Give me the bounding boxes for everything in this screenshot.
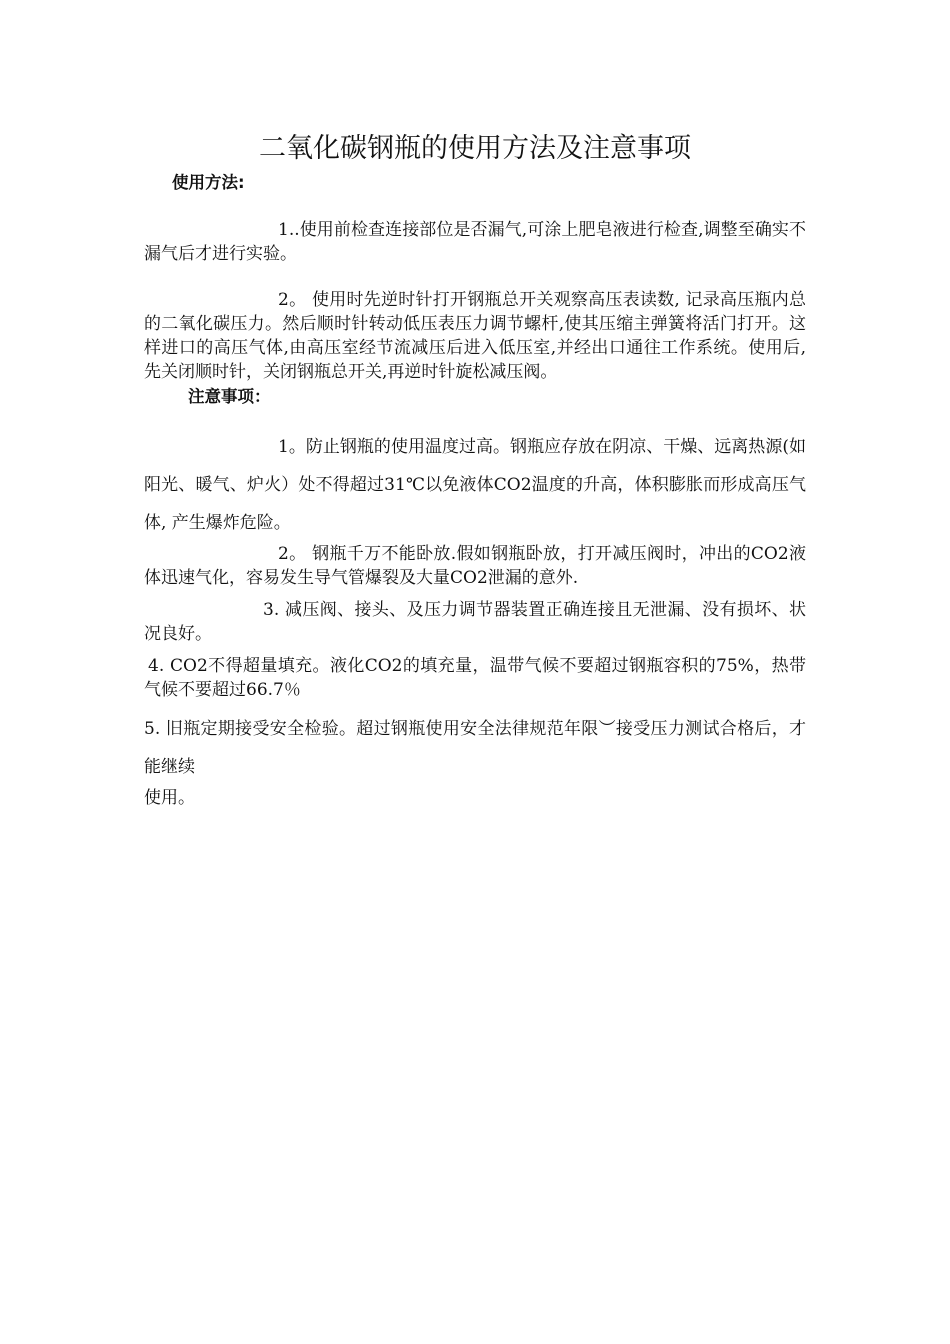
document-page (144, 128, 806, 810)
note-item-4: 4. CO2不得超量填充。液化CO2的填充量，温带气候不要超过钢瓶容积的75%，热带气候不要超过66.7％ (144, 656, 806, 700)
note-item-1: 1。防止钢瓶的使用温度过高。钢瓶应存放在阴凉、干燥、远离热源(如阳光、暖气、炉火）处不得超过31℃以免液体CO2温度的升高，体积膨胀而形成高压气体, 产生爆炸危险。 (144, 437, 806, 533)
usage-item-1: 1..使用前检查连接部位是否漏气,可涂上肥皂液进行检查,调整至确实不漏气后才进行实验。 (144, 220, 806, 264)
document-title: 二氧化碳钢瓶的使用方法及注意事项 (259, 133, 691, 164)
notes-heading: 注意事项： (188, 387, 271, 406)
usage-heading: 使用方法: (172, 173, 245, 192)
note-item-5: 5. 旧瓶定期接受安全检验。超过钢瓶使用安全法律规范年限︶接受压力测试合格后，才能继续 (144, 719, 806, 777)
note-item-3: 3. 减压阀、接头、及压力调节器装置正确连接且无泄漏、没有损坏、状况良好。 (144, 600, 806, 644)
note-item-5-continued: 使用。 (144, 788, 195, 808)
usage-item-2: 2。 使用时先逆时针打开钢瓶总开关观察高压表读数, 记录高压瓶内总的二氧化碳压力。然后顺时针转动低压表压力调节螺杆,使其压缩主弹簧将活门打开。这样进口的高压气体,由高压室经节流减压后进入低压室,并经出口通往工作系统。使用后, 先关闭顺时针，关闭钢瓶总开关,再逆时针旋松减压阀。 (144, 290, 806, 382)
note-item-2: 2。 钢瓶千万不能卧放.假如钢瓶卧放，打开减压阀时，冲出的CO2液体迅速气化，容易发生导气管爆裂及大量CO2泄漏的意外. (144, 544, 806, 588)
